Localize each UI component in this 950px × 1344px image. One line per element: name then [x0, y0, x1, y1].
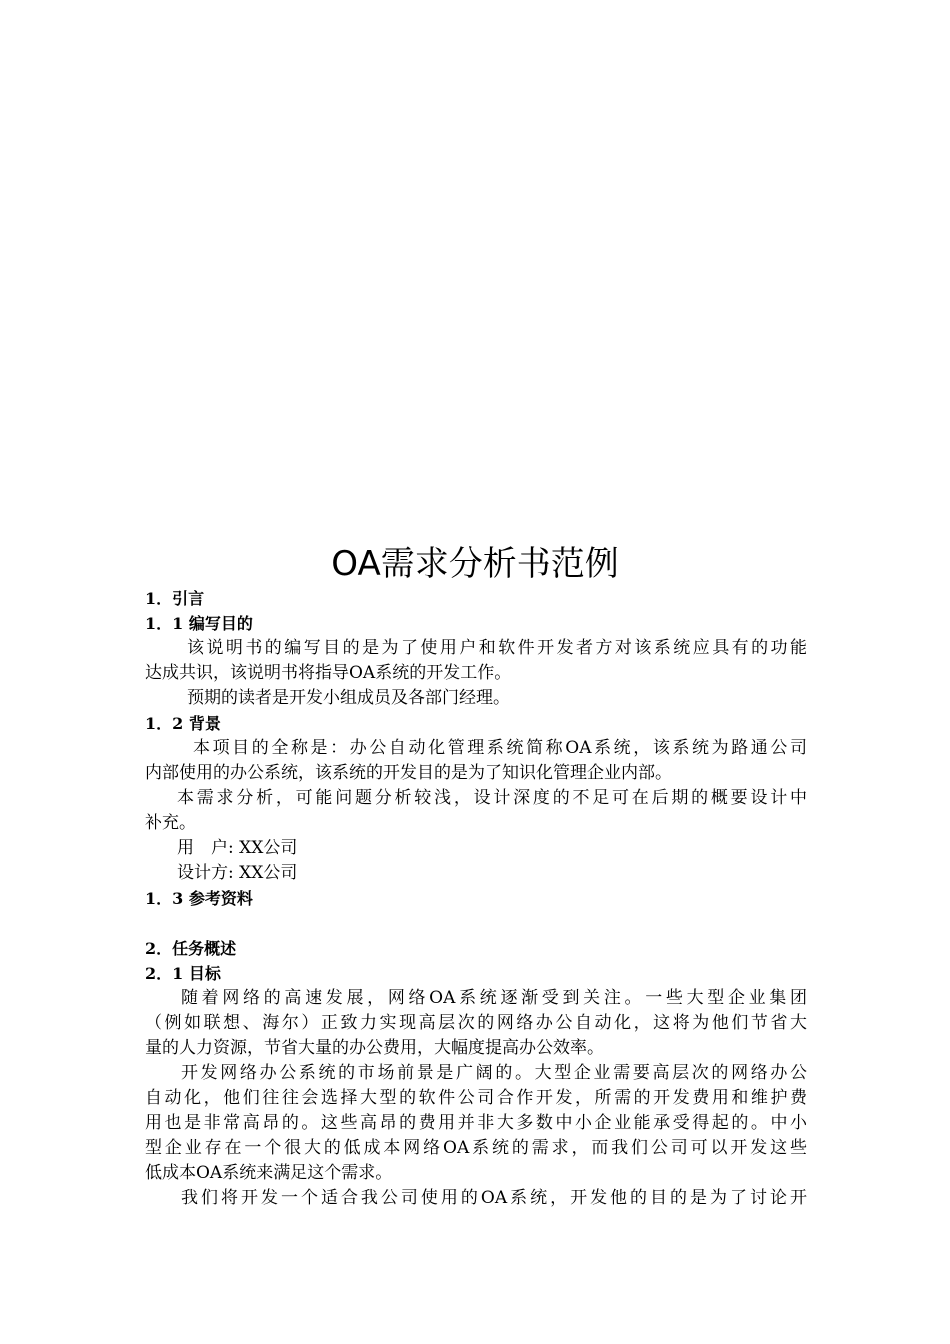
paragraph-line: 本项目的全称是：办公自动化管理系统简称OA系统，该系统为路通公司 [193, 738, 807, 758]
paragraph-line: 达成共识，该说明书将指导OA系统的开发工作。 [145, 663, 512, 683]
paragraph-line: 低成本OA系统来满足这个需求。 [145, 1163, 393, 1183]
paragraph-line: （例如联想、海尔）正致力实现高层次的网络办公自动化，这将为他们节省大 [145, 1013, 807, 1033]
document-body [145, 586, 807, 1211]
paragraph-line: 我们将开发一个适合我公司使用的OA系统，开发他的目的是为了讨论开 [181, 1188, 807, 1208]
document-title: OA需求分析书范例 [331, 544, 619, 584]
paragraph-line: 预期的读者是开发小组成员及各部门经理。 [187, 688, 510, 708]
paragraph-line: 自动化，他们往往会选择大型的软件公司合作开发，所需的开发费用和维护费 [145, 1088, 807, 1108]
section-heading: 1．2 背景 [145, 714, 221, 733]
paragraph-line: 本需求分析，可能问题分析较浅，设计深度的不足可在后期的概要设计中 [177, 788, 807, 808]
paragraph-line: 补充。 [145, 813, 196, 833]
section-heading: 2．任务概述 [145, 939, 237, 958]
paragraph-line: 用 户: XX公司 [177, 838, 298, 858]
paragraph-line: 内部使用的办公系统，该系统的开发目的是为了知识化管理企业内部。 [145, 763, 672, 783]
blank-line [145, 911, 807, 936]
paragraph-line: 该说明书的编写目的是为了使用户和软件开发者方对该系统应具有的功能 [187, 638, 807, 658]
paragraph-line: 设计方: XX公司 [177, 863, 298, 883]
paragraph-line: 型企业存在一个很大的低成本网络OA系统的需求，而我们公司可以开发这些 [145, 1138, 807, 1158]
section-heading: 1．3 参考资料 [145, 889, 253, 908]
section-heading: 2．1 目标 [145, 964, 221, 983]
section-heading: 1．1 编写目的 [145, 614, 253, 633]
paragraph-line: 随着网络的高速发展，网络OA系统逐渐受到关注。一些大型企业集团 [181, 988, 807, 1008]
section-heading: 1．引言 [145, 589, 205, 608]
paragraph-line: 开发网络办公系统的市场前景是广阔的。大型企业需要高层次的网络办公 [181, 1063, 807, 1083]
paragraph-line: 量的人力资源，节省大量的办公费用，大幅度提高办公效率。 [145, 1038, 604, 1058]
paragraph-line: 用也是非常高昂的。这些高昂的费用并非大多数中小企业能承受得起的。中小 [145, 1113, 807, 1133]
